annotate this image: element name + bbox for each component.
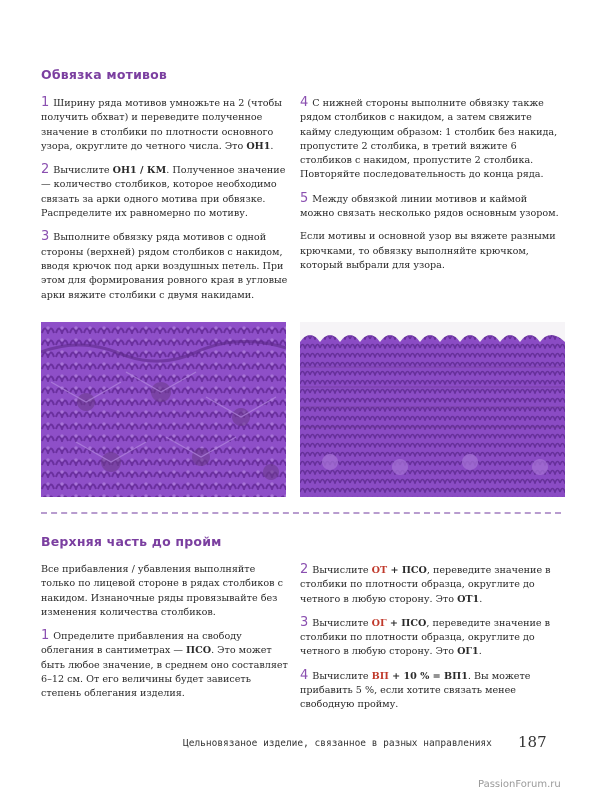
text-run: . [479, 593, 483, 605]
watermark: PassionForum.ru [478, 779, 561, 790]
text-run: ОГ [371, 617, 387, 629]
text-run: Определите прибавления на свободу облегания в сантиметрах — [41, 631, 242, 657]
step-number: 4 [300, 667, 309, 683]
step-number: 1 [41, 95, 50, 110]
text-run: + 10 % = ВП1 [388, 670, 468, 682]
page-number: 187 [518, 733, 547, 751]
paragraph [300, 230, 562, 273]
paragraph [300, 96, 562, 183]
paragraph [41, 230, 291, 302]
section-heading-upper-part: Верхняя часть до пройм [41, 534, 222, 549]
text-run: ОН1 [246, 140, 271, 152]
section2-right-column [300, 563, 562, 722]
text-run: Вычислите [312, 617, 372, 629]
text-run: ОГ1 [457, 646, 479, 658]
paragraph [300, 563, 562, 607]
paragraph [41, 563, 291, 620]
step-number: 2 [300, 562, 309, 577]
text-run: . Это может быть любое значение, в среднем оно составляет 6–12 см. От его величины будет зависеть степень облегания изделия. [41, 645, 288, 700]
paragraph [41, 629, 291, 701]
text-run: . Полученное значение — количество столбиков, которое необходимо связать за арки одного мотива при обвязке. Распределите их равномерно по мотиву. [41, 165, 286, 220]
step-number: 2 [41, 162, 50, 178]
step-number: 3 [41, 229, 50, 245]
section1-right-column [300, 96, 562, 282]
footer-title: Цельновязаное изделие, связанное в разных направлениях [183, 738, 492, 749]
text-run: Ширину ряда мотивов умножьте на 2 (чтобы получить обхват) и переведите полученное значение в столбики по плотности основного узора, округлите до четного числа. Это [41, 98, 282, 152]
text-run: Вычислите [312, 670, 372, 682]
section2-left-column [41, 563, 291, 711]
text-run: Все прибавления / убавления выполняйте только по лицевой стороне в рядах столбиков с накидом. Изнаночные ряды провязывайте без изменения количества столбиков. [41, 564, 283, 618]
section1-left-column [41, 96, 291, 312]
text-run: . [270, 140, 274, 152]
section-heading-motif-edging: Обвязка мотивов [41, 67, 168, 82]
paragraph [300, 616, 562, 660]
paragraph [300, 192, 562, 222]
text-run: ОТ [371, 565, 388, 576]
text-run: ВП [371, 670, 389, 682]
crochet-photo-motifs [41, 322, 286, 497]
text-run: ОН1 / КМ [112, 165, 167, 177]
paragraph [41, 96, 291, 154]
step-number: 4 [300, 95, 309, 110]
paragraph [300, 669, 562, 713]
step-number: 3 [300, 614, 309, 630]
crochet-photo-border [300, 322, 565, 497]
text-run: + ПСО [386, 617, 427, 629]
text-run: С нижней стороны выполните обвязку также рядом столбиков с накидом, а затем свяжите кайму следующим образом: 1 столбик без накида, пропустите 2 столбика, в третий вяжите 6 столбиков с накидом, пропустите 2 столбика. Повторяйте последовательность до конца ряда. [300, 98, 558, 181]
text-run: Между обвязкой линии мотивов и каймой можно связать несколько рядов основным узором. [300, 193, 559, 220]
section-divider [41, 512, 561, 514]
step-number: 1 [41, 628, 50, 644]
paragraph [41, 163, 291, 221]
text-run: ОТ1 [457, 593, 480, 605]
text-run: ПСО [186, 645, 212, 657]
text-run: , переведите значение в столбики по плотности образца, округлите до четного в любую сторону. Это [300, 565, 551, 605]
text-run: + ПСО [387, 565, 427, 576]
step-number: 5 [300, 190, 309, 206]
text-run: , переведите значение в столбики по плотности образца, округлите до четного в любую сторону. Это [300, 617, 551, 658]
text-run: Вычислите [53, 165, 113, 177]
text-run: . Вы можете прибавить 5 %, если хотите связать менее свободную пройму. [300, 670, 531, 711]
text-run: Выполните обвязку ряда мотивов с одной стороны (верхней) рядом столбиков с накидом, вводя крючок под арки воздушных петель. При этом для формирования ровного края в угловые арки вяжите столбики с двумя накидами. [41, 232, 288, 301]
text-run: Если мотивы и основной узор вы вяжете разными крючками, то обвязку выполняйте крючком, который выбрали для узора. [300, 231, 556, 271]
text-run: Вычислите [312, 565, 372, 576]
text-run: . [478, 646, 482, 658]
